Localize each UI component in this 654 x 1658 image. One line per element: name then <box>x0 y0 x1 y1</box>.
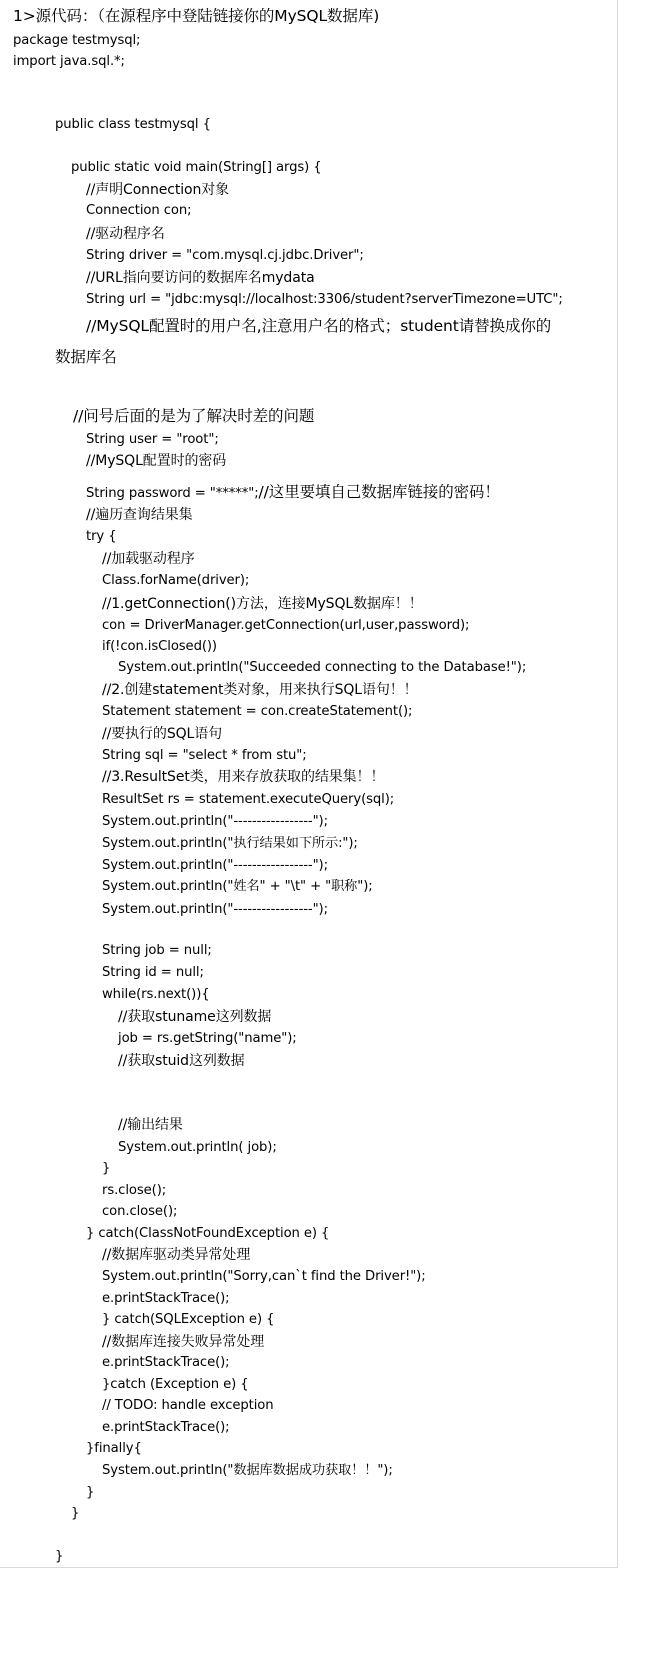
comment-password: //MySQL配置时的密码 <box>86 453 227 469</box>
code-line-main-decl: public static void main(String[] args) { <box>71 160 322 175</box>
password-var: String password = "*****"; <box>86 486 259 501</box>
comment-statement: //2.创建statement类对象，用来执行SQL语句！！ <box>102 682 418 698</box>
code-line-print-dash-3: System.out.println("-----------------"); <box>102 902 328 917</box>
comment-declare-connection: //声明Connection对象 <box>86 182 230 198</box>
code-line-password <box>86 481 500 503</box>
comment-question-mark: //问号后面的是为了解决时差的问题 <box>73 407 315 425</box>
code-line-con-close: con.close(); <box>102 1204 178 1219</box>
code-line-id-var: String id = null; <box>102 965 204 980</box>
comment-driver-name: //驱动程序名 <box>86 226 165 242</box>
code-line-user-var: String user = "root"; <box>86 432 219 447</box>
code-line-sql-var: String sql = "select * from stu"; <box>102 748 307 763</box>
code-line-print-succeeded: System.out.println("Succeeded connecting to the Database!"); <box>118 660 527 675</box>
code-line-rs-close: rs.close(); <box>102 1183 167 1198</box>
code-line-class-decl: public class testmysql { <box>55 117 211 132</box>
code-line-resultset-var: ResultSet rs = statement.executeQuery(sql); <box>102 792 395 807</box>
comment-connect-fail: //数据库连接失败异常处理 <box>102 1334 265 1350</box>
comment-driver-exception: //数据库驱动类异常处理 <box>102 1247 251 1263</box>
code-line-catch-exception: }catch (Exception e) { <box>102 1377 249 1392</box>
code-line-connection-var: Connection con; <box>86 203 192 218</box>
comment-resultset: //3.ResultSet类，用来存放获取的结果集！！ <box>102 769 385 785</box>
code-line-try-open: try { <box>86 529 117 544</box>
code-line-print-result-header: System.out.println("执行结果如下所示:"); <box>102 836 358 851</box>
password-note: //这里要填自己数据库链接的密码！ <box>258 483 500 501</box>
code-line-url-var: String url = "jdbc:mysql://localhost:3306/student?serverTimezone=UTC"; <box>86 292 563 307</box>
code-line-finally-open: }finally{ <box>86 1441 142 1456</box>
code-line-catch-sql: } catch(SQLException e) { <box>102 1312 275 1327</box>
code-line-job-assign: job = rs.getString("name"); <box>118 1031 297 1046</box>
code-line-print-columns: System.out.println("姓名" + "\t" + "职称"); <box>102 879 373 894</box>
code-line-print-job: System.out.println( job); <box>118 1140 277 1155</box>
comment-get-stuid: //获取stuid这列数据 <box>118 1053 245 1069</box>
comment-username-line2: 数据库名 <box>55 348 117 366</box>
code-line-while-open: while(rs.next()){ <box>102 987 210 1002</box>
code-line-con-assign: con = DriverManager.getConnection(url,user,password); <box>102 618 470 633</box>
code-line-finally-close: } <box>86 1485 95 1500</box>
code-line-import: import java.sql.*; <box>13 54 125 69</box>
code-line-catch-classnotfound: } catch(ClassNotFoundException e) { <box>86 1226 330 1241</box>
comment-output: //输出结果 <box>118 1117 183 1133</box>
code-line-print-stack-2: e.printStackTrace(); <box>102 1355 230 1370</box>
code-line-print-dash-2: System.out.println("-----------------"); <box>102 858 328 873</box>
comment-username-line1: //MySQL配置时的用户名,注意用户名的格式；student请替换成你的 <box>86 317 552 335</box>
code-line-print-stack-1: e.printStackTrace(); <box>102 1291 230 1306</box>
code-line-print-sorry: System.out.println("Sorry,can`t find the Driver!"); <box>102 1269 426 1284</box>
code-line-class-close: } <box>55 1549 64 1564</box>
comment-load-driver: //加载驱动程序 <box>102 551 195 567</box>
document-title: 1>源代码：（在源程序中登陆链接你的MySQL数据库) <box>13 7 380 25</box>
comment-iterate: //遍历查询结果集 <box>86 507 193 523</box>
code-line-print-dash-1: System.out.println("-----------------"); <box>102 814 328 829</box>
comment-get-connection: //1.getConnection()方法，连接MySQL数据库！！ <box>102 596 423 612</box>
comment-todo: // TODO: handle exception <box>102 1398 274 1413</box>
code-line-if-closed: if(!con.isClosed()) <box>102 639 217 654</box>
code-line-print-success: System.out.println("数据库数据成功获取！！"); <box>102 1463 393 1478</box>
code-line-main-close: } <box>71 1506 80 1521</box>
comment-get-stuname: //获取stuname这列数据 <box>118 1009 272 1025</box>
code-line-job-var: String job = null; <box>102 943 212 958</box>
code-line-package: package testmysql; <box>13 33 141 48</box>
comment-sql: //要执行的SQL语句 <box>102 726 223 742</box>
comment-url: //URL指向要访问的数据库名mydata <box>86 270 315 286</box>
code-line-statement-var: Statement statement = con.createStatement(); <box>102 704 413 719</box>
code-line-class-forname: Class.forName(driver); <box>102 573 250 588</box>
code-line-while-close: } <box>102 1161 111 1176</box>
code-line-print-stack-3: e.printStackTrace(); <box>102 1420 230 1435</box>
code-line-driver-var: String driver = "com.mysql.cj.jdbc.Driver"; <box>86 248 364 263</box>
